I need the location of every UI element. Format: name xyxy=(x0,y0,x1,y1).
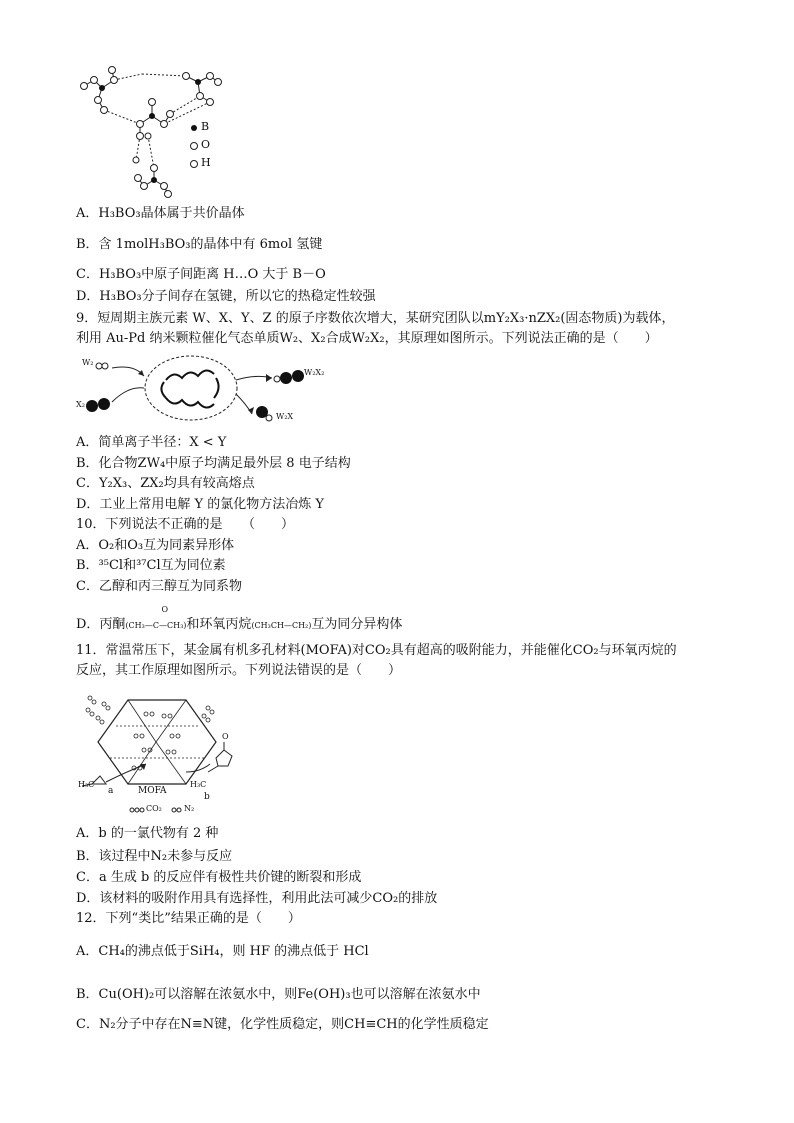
q10-d-mid: 和环氧丙烷 xyxy=(186,617,252,632)
q12-option-b: B．Cu(OH)₂可以溶解在浓氨水中，则Fe(OH)₃也可以溶解在浓氨水中 xyxy=(76,987,481,1002)
fig-label-mofa: MOFA xyxy=(138,786,167,796)
legend-co2: CO₂ xyxy=(146,804,162,813)
fig-label-w2x: W₂X xyxy=(276,412,294,421)
q10-option-d xyxy=(76,605,754,635)
q12-option-c: C．N₂分子中存在N≡N键，化学性质稳定，则CH≡CH的化学性质稳定 xyxy=(76,1017,489,1032)
q8-option-a: A．H₃BO₃晶体属于共价晶体 xyxy=(76,206,245,221)
q11-stem-line2: 反应，其工作原理如图所示。下列说法错误的是（ ） xyxy=(76,663,402,678)
mofa-process-figure xyxy=(76,686,246,816)
q10-option-b: B．³⁵Cl和³⁷Cl互为同位素 xyxy=(76,558,226,573)
q11-option-a: A．b 的一氯代物有 2 种 xyxy=(76,826,219,841)
boric-acid-structure-figure xyxy=(70,60,250,200)
q10-option-a: A．O₂和O₃互为同素异形体 xyxy=(76,538,235,553)
legend-label-b: B xyxy=(201,120,210,133)
q10-d-prefix: D．丙酮 xyxy=(76,617,126,632)
fig-label-a: a xyxy=(108,786,114,796)
q11-option-c: C．a 生成 b 的反应伴有极性共价键的断裂和形成 xyxy=(76,870,362,885)
propylene-oxide-formula: (CH₃CH—CH₂) xyxy=(251,621,312,630)
q10-option-c: C．乙醇和丙三醇互为同系物 xyxy=(76,579,242,594)
acetone-formula-text: (CH₃—C—CH₃) xyxy=(125,621,187,630)
q12-option-a: A．CH₄的沸点低于SiH₄，则 HF 的沸点低于 HCl xyxy=(76,944,369,959)
fig-label-w2x2: W₂X₂ xyxy=(304,368,325,377)
fig-label-h3c-a: H₃C xyxy=(78,780,95,789)
acetone-formula xyxy=(125,605,187,635)
q11-stem-line1: 11．常温常压下，某金属有机多孔材料(MOFA)对CO₂具有超高的吸附能力，并能催化CO₂与环氧丙烷的 xyxy=(76,643,677,658)
fig-label-b: b xyxy=(204,792,210,802)
q10-stem: 10．下列说法不正确的是 （ ） xyxy=(76,517,295,532)
q9-option-c: C．Y₂X₃、ZX₂均具有较高熔点 xyxy=(76,476,255,491)
q9-stem-line2: 利用 Au-Pd 纳米颗粒催化气态单质W₂、X₂合成W₂X₂，其原理如图所示。下列说法正确的是（ ） xyxy=(76,331,658,346)
mofa-diagram xyxy=(76,686,246,816)
q8-option-b: B．含 1molH₃BO₃的晶体中有 6mol 氢键 xyxy=(76,237,323,252)
fig-label-w2: W₂ xyxy=(82,358,94,367)
legend-label-o: O xyxy=(201,138,211,151)
fig-label-x2: X₂ xyxy=(76,400,85,409)
fig-label-h3c-b: H₃C xyxy=(190,780,207,789)
q12-stem: 12．下列“类比”结果正确的是（ ） xyxy=(76,911,301,926)
boric-acid-diagram xyxy=(70,60,250,200)
legend-n2: N₂ xyxy=(184,804,195,813)
q9-option-a: A．简单离子半径：X < Y xyxy=(76,435,227,450)
q9-option-b: B．化合物ZW₄中原子均满足最外层 8 电子结构 xyxy=(76,456,351,471)
catalyst-process-figure xyxy=(76,352,336,432)
q11-option-b: B．该过程中N₂未参与反应 xyxy=(76,849,233,864)
q9-stem-line1: 9．短周期主族元素 W、X、Y、Z 的原子序数依次增大，某研究团队以mY₂X₃·nZX₂(固态物质)为载体， xyxy=(76,311,675,326)
legend-label-h: H xyxy=(201,156,211,169)
q10-d-suffix: 互为同分异构体 xyxy=(311,617,403,632)
q8-option-c: C．H₃BO₃中原子间距离 H…O 大于 B－O xyxy=(76,267,326,282)
q8-option-d: D．H₃BO₃分子间存在氢键，所以它的热稳定性较强 xyxy=(76,289,376,304)
q9-option-d: D．工业上常用电解 Y 的氯化物方法冶炼 Y xyxy=(76,497,324,512)
q11-option-d: D．该材料的吸附作用具有选择性，利用此法可减少CO₂的排放 xyxy=(76,891,438,906)
fig-label-o: O xyxy=(222,732,229,741)
acetone-oxygen: O xyxy=(161,605,168,614)
catalyst-diagram xyxy=(76,352,336,432)
